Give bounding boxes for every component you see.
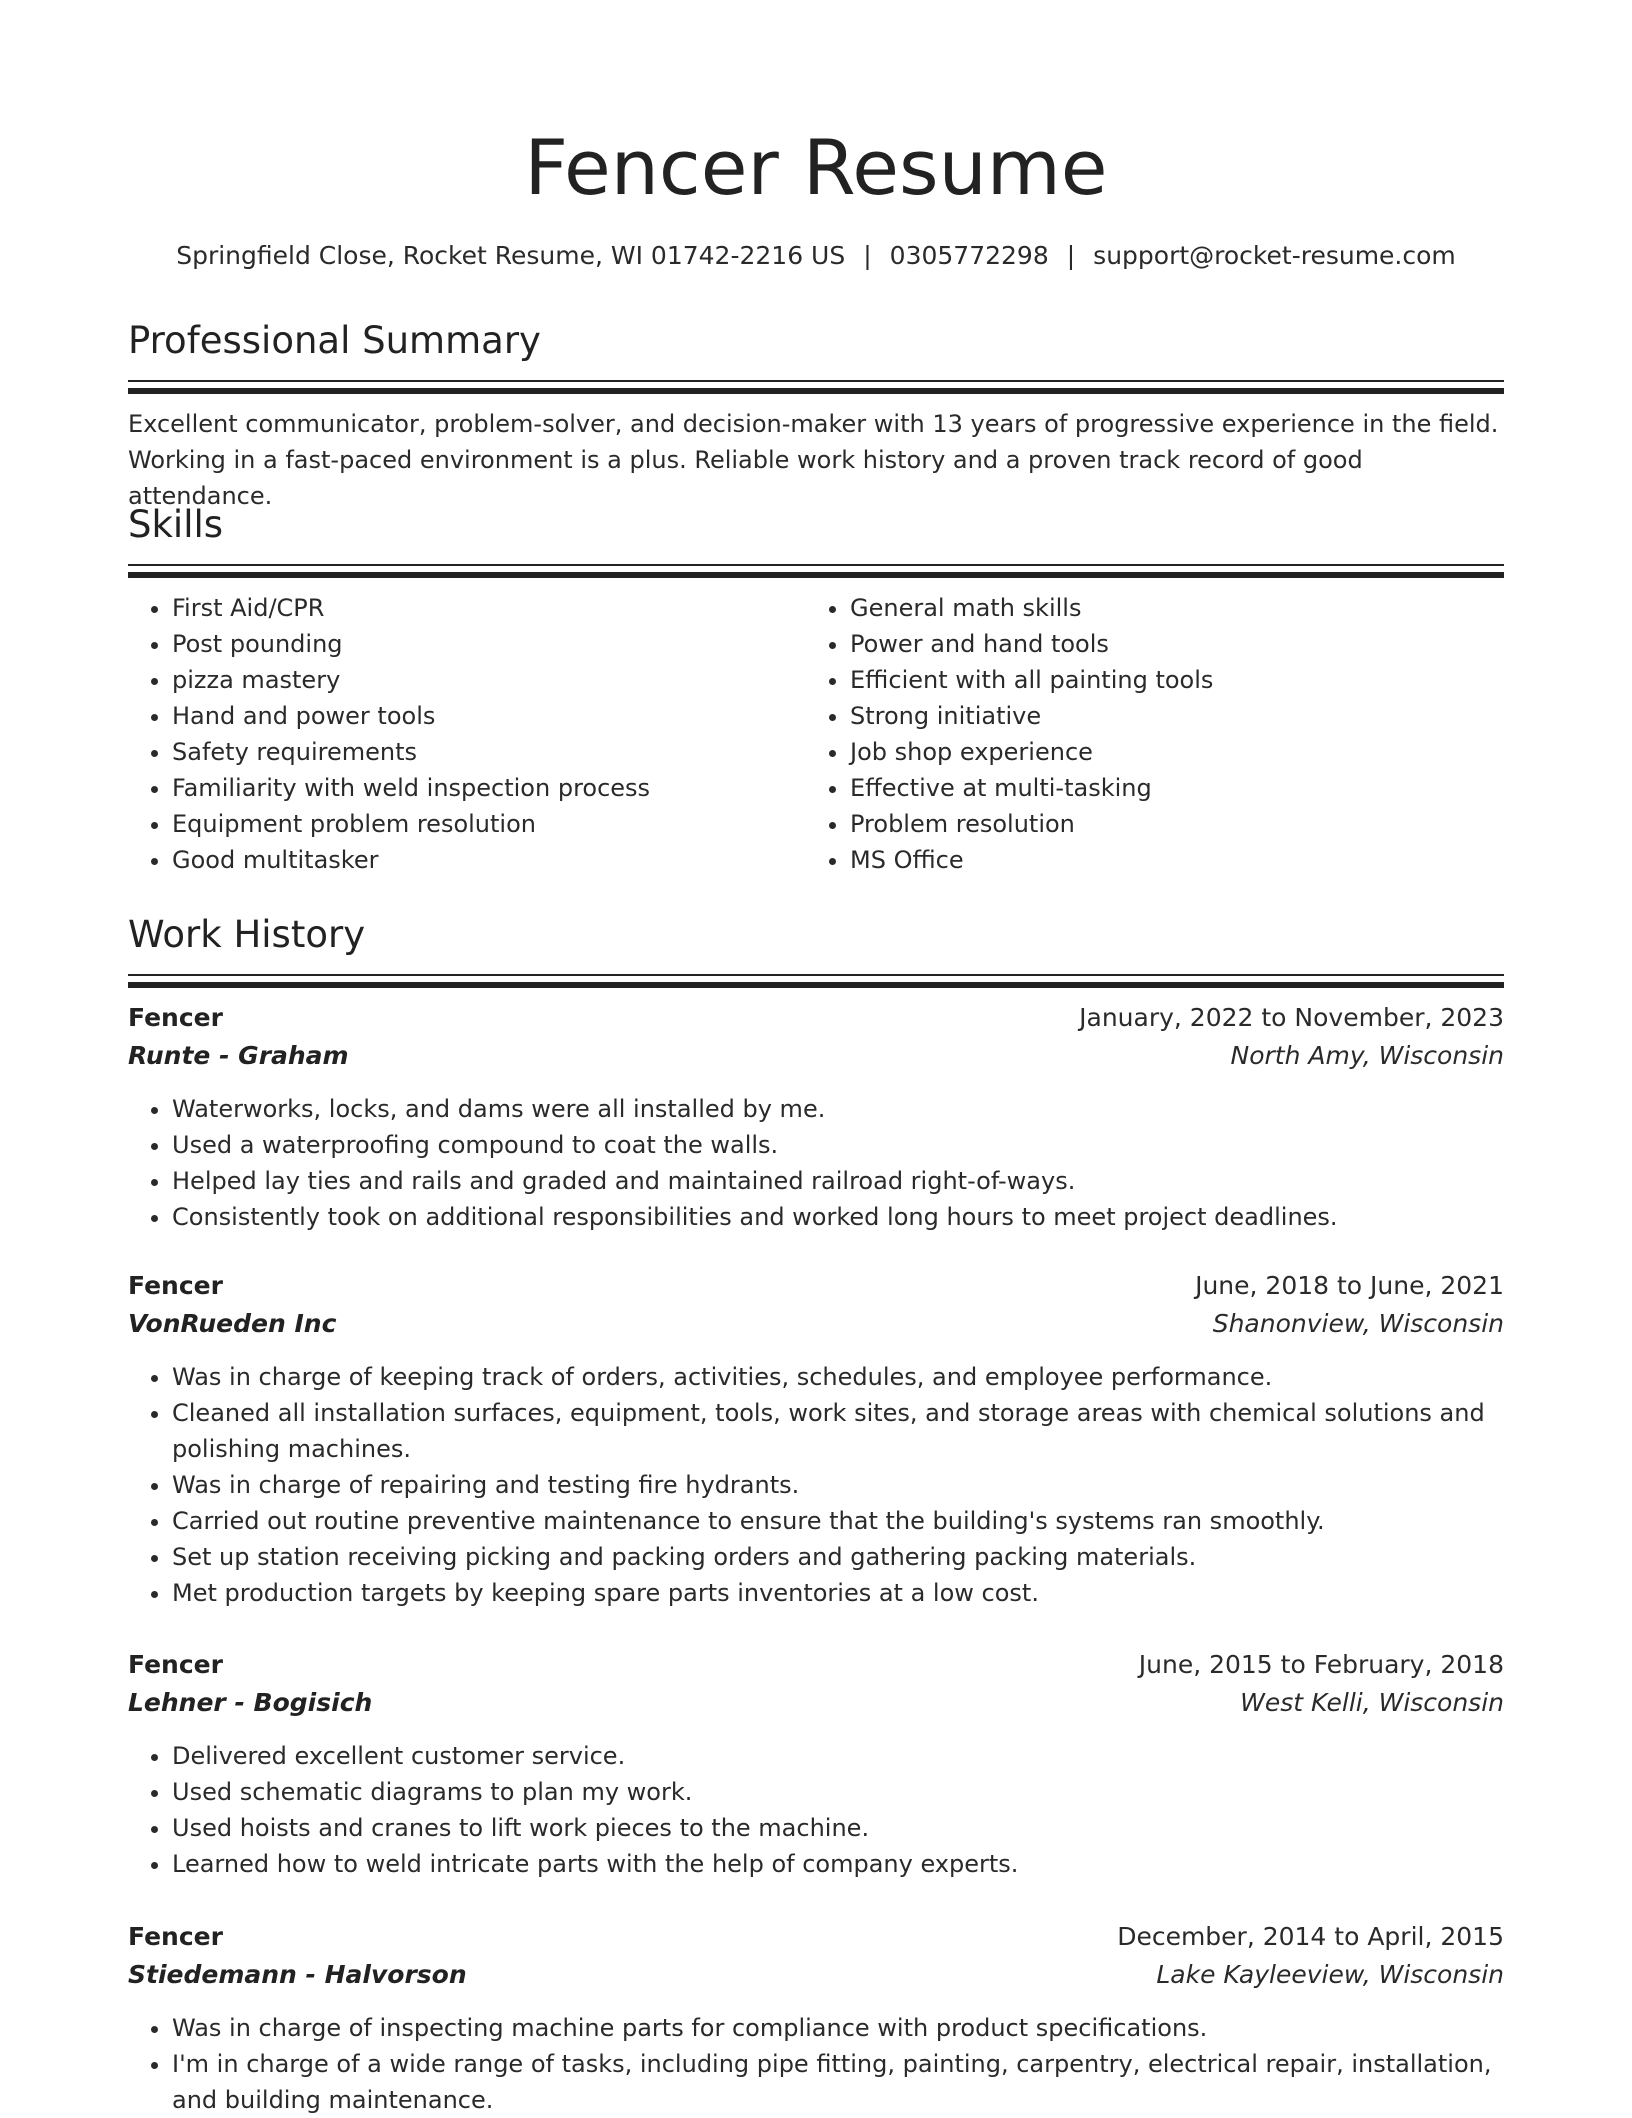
job-entry <box>128 1267 1504 1611</box>
job-location: North Amy, Wisconsin <box>1230 1041 1504 1070</box>
job-entry <box>128 1918 1504 2118</box>
summary-heading: Professional Summary <box>128 319 541 362</box>
skill-item: • First Aid/CPR <box>172 590 806 626</box>
job-entry <box>128 999 1504 1235</box>
summary-text: Excellent communicator, problem-solver, and decision-maker with 13 years of progressive experience in the field. Working in a fast-paced environment is a plus. Reliable work history and a proven track record of good attendance. <box>128 410 1499 510</box>
skills-column-right <box>806 590 1484 878</box>
contact-line <box>128 236 1504 276</box>
job-duty: • Waterworks, locks, and dams were all installed by me. <box>172 1091 1504 1127</box>
job-duty: • Was in charge of inspecting machine parts for compliance with product specifications. <box>172 2010 1504 2046</box>
skill-item: • Good multitasker <box>172 842 806 878</box>
job-duty: • Used hoists and cranes to lift work pieces to the machine. <box>172 1810 1504 1846</box>
job-duty: • Used schematic diagrams to plan my work. <box>172 1774 1504 1810</box>
job-header-row <box>128 1267 1504 1305</box>
job-title: Fencer <box>128 1650 223 1679</box>
job-dates: December, 2014 to April, 2015 <box>1117 1922 1504 1951</box>
skill-item: • Equipment problem resolution <box>172 806 806 842</box>
job-title: Fencer <box>128 1271 223 1300</box>
job-header-row <box>128 1646 1504 1684</box>
skills-heading: Skills <box>128 503 224 546</box>
section-divider <box>128 974 1504 976</box>
job-duties <box>128 1091 1504 1235</box>
contact-email[interactable]: support@rocket-resume.com <box>1093 241 1456 270</box>
work-heading: Work History <box>128 913 366 956</box>
job-duty: • Was in charge of repairing and testing fire hydrants. <box>172 1467 1504 1503</box>
job-duties <box>128 2010 1504 2118</box>
skill-item: • Safety requirements <box>172 734 806 770</box>
job-company: Stiedemann - Halvorson <box>128 1960 467 1989</box>
skill-item: • Problem resolution <box>850 806 1484 842</box>
job-duty: • I'm in charge of a wide range of tasks, including pipe fitting, painting, carpentry, electrical repair, installation, and building maintenance. <box>172 2046 1504 2118</box>
contact-phone: 0305772298 <box>889 241 1049 270</box>
section-divider <box>128 564 1504 566</box>
job-dates: June, 2015 to February, 2018 <box>1138 1650 1504 1679</box>
contact-address: Springfield Close, Rocket Resume, WI 01742-2216 US <box>176 241 846 270</box>
job-title: Fencer <box>128 1922 223 1951</box>
job-duty: • Met production targets by keeping spare parts inventories at a low cost. <box>172 1575 1504 1611</box>
contact-separator: | <box>863 241 872 270</box>
job-duty: • Consistently took on additional responsibilities and worked long hours to meet project deadlines. <box>172 1199 1504 1235</box>
job-duty: • Delivered excellent customer service. <box>172 1738 1504 1774</box>
resume-title: Fencer Resume <box>524 123 1108 212</box>
job-duty: • Was in charge of keeping track of orders, activities, schedules, and employee performance. <box>172 1359 1504 1395</box>
skills-list-left <box>128 590 806 878</box>
job-entry <box>128 1646 1504 1882</box>
job-duty: • Used a waterproofing compound to coat the walls. <box>172 1127 1504 1163</box>
job-company-row <box>128 1684 1504 1722</box>
job-duty: • Learned how to weld intricate parts with the help of company experts. <box>172 1846 1504 1882</box>
skills-section <box>128 500 1504 878</box>
skill-item: • Power and hand tools <box>850 626 1484 662</box>
skill-item: • Effective at multi-tasking <box>850 770 1484 806</box>
job-header-row <box>128 999 1504 1037</box>
skills-column-left <box>128 590 806 878</box>
contact-separator: | <box>1066 241 1076 270</box>
skills-list-right <box>806 590 1484 878</box>
job-duty: • Cleaned all installation surfaces, equipment, tools, work sites, and storage areas with chemical solutions and polishing machines. <box>172 1395 1504 1467</box>
work-section <box>128 910 1504 976</box>
job-location: West Kelli, Wisconsin <box>1240 1688 1504 1717</box>
job-header-row <box>128 1918 1504 1956</box>
job-company: Lehner - Bogisich <box>128 1688 373 1717</box>
skill-item: • Strong initiative <box>850 698 1484 734</box>
job-company: Runte - Graham <box>128 1041 349 1070</box>
job-company-row <box>128 1305 1504 1343</box>
job-company-row <box>128 1037 1504 1075</box>
job-location: Lake Kayleeview, Wisconsin <box>1156 1960 1504 1989</box>
job-duties <box>128 1359 1504 1611</box>
skill-item: • Efficient with all painting tools <box>850 662 1484 698</box>
skill-item: • pizza mastery <box>172 662 806 698</box>
summary-section <box>128 316 1504 514</box>
job-duty: • Carried out routine preventive maintenance to ensure that the building's systems ran smoothly. <box>172 1503 1504 1539</box>
skill-item: • Hand and power tools <box>172 698 806 734</box>
skill-item: • General math skills <box>850 590 1484 626</box>
job-duty: • Set up station receiving picking and packing orders and gathering packing materials. <box>172 1539 1504 1575</box>
skill-item: • Job shop experience <box>850 734 1484 770</box>
job-company: VonRueden Inc <box>128 1309 337 1338</box>
job-duties <box>128 1738 1504 1882</box>
job-location: Shanonview, Wisconsin <box>1212 1309 1504 1338</box>
section-divider <box>128 380 1504 382</box>
job-dates: January, 2022 to November, 2023 <box>1079 1003 1504 1032</box>
job-duty: • Helped lay ties and rails and graded and maintained railroad right-of-ways. <box>172 1163 1504 1199</box>
skill-item: • Familiarity with weld inspection process <box>172 770 806 806</box>
job-title: Fencer <box>128 1003 223 1032</box>
skill-item: • MS Office <box>850 842 1484 878</box>
job-dates: June, 2018 to June, 2021 <box>1195 1271 1504 1300</box>
job-company-row <box>128 1956 1504 1994</box>
skill-item: • Post pounding <box>172 626 806 662</box>
skills-columns <box>128 590 1504 878</box>
